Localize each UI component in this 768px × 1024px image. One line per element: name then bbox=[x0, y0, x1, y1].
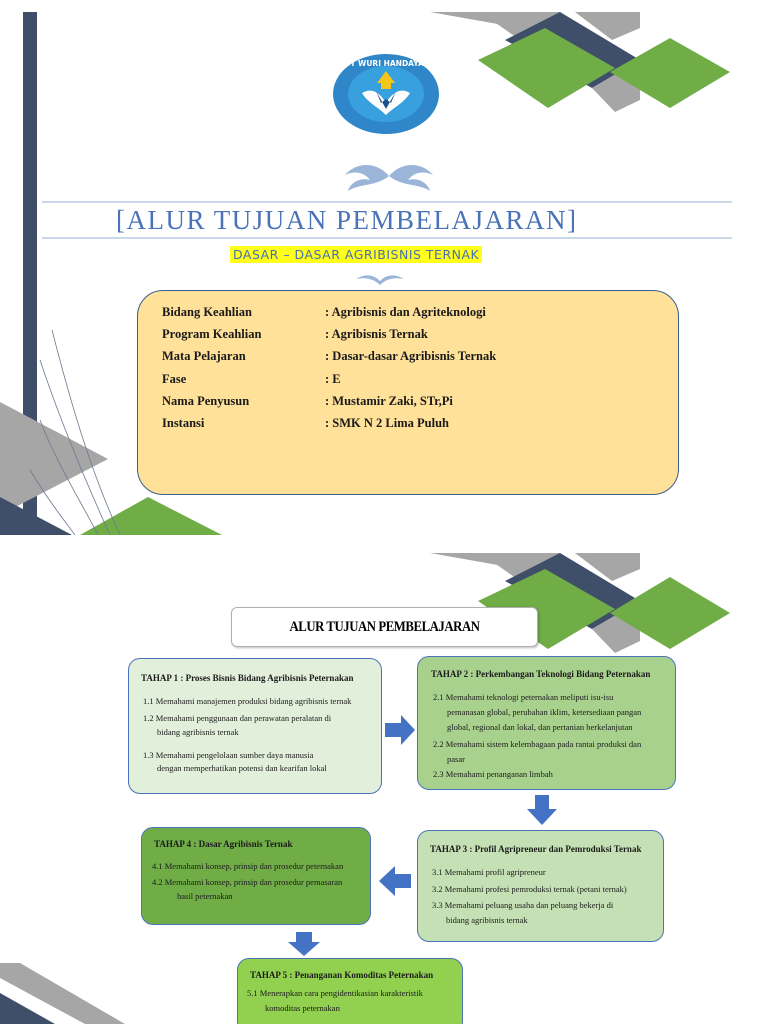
stage-5-box bbox=[237, 958, 463, 1024]
stage-5-item-1-cont: komoditas peternakan bbox=[265, 1003, 340, 1013]
stage-2-title: TAHAP 2 : Perkembangan Teknologi Bidang Peternakan bbox=[431, 669, 651, 679]
info-value: : E bbox=[325, 372, 341, 386]
ornament-flourish bbox=[330, 155, 448, 197]
stage-4-item-2: 4.2 Memahami konsep, prinsip dan prosedur pemasaran bbox=[152, 877, 343, 887]
info-label: Nama Penyusun bbox=[162, 394, 250, 408]
logo-lettering: TUT WURI HANDAYANI bbox=[339, 59, 433, 68]
identity-info-box bbox=[137, 290, 679, 495]
info-label: Mata Pelajaran bbox=[162, 349, 246, 363]
info-label: Bidang Keahlian bbox=[162, 305, 252, 319]
info-value: : Agribisnis dan Agriteknologi bbox=[325, 305, 486, 319]
stage-3-item-3-cont: bidang agribisnis ternak bbox=[446, 915, 528, 925]
stage-3-box bbox=[417, 830, 664, 942]
stage-1-item-1: 1.1 Memahami manajemen produksi bidang agribisnis ternak bbox=[143, 696, 352, 706]
stage-2-item-1: 2.1 Memahami teknologi peternakan meliputi isu-isu bbox=[433, 692, 614, 702]
stage-1-item-2: 1.2 Memahami penggunaan dan perawatan peralatan di bbox=[143, 713, 332, 723]
arrow-right-icon bbox=[383, 713, 417, 747]
stage-1-item-3: 1.3 Memahami pengelolaan sumber daya manusia bbox=[143, 750, 314, 760]
info-value: : Dasar-dasar Agribisnis Ternak bbox=[325, 349, 497, 363]
stage-1-item-2-cont: bidang agribisnis ternak bbox=[157, 727, 239, 737]
subtitle-flourish bbox=[354, 271, 406, 287]
page-gap bbox=[0, 535, 768, 553]
cover-subtitle: DASAR – DASAR AGRIBISNIS TERNAK bbox=[230, 246, 482, 263]
stage-2-item-1-cont2: global, regional dan lokal, dan pertanian berkelanjutan bbox=[447, 722, 633, 732]
stage-2-item-3: 2.3 Memahami penanganan limbah bbox=[433, 769, 553, 779]
stage-2-item-2-cont: pasar bbox=[447, 754, 465, 764]
tut-wuri-handayani-logo bbox=[332, 53, 440, 135]
stage-3-item-3: 3.3 Memahami peluang usaha dan peluang bekerja di bbox=[432, 900, 614, 910]
info-label: Instansi bbox=[162, 416, 205, 430]
stage-3-title: TAHAP 3 : Profil Agripreneur dan Pemroduksi Ternak bbox=[430, 844, 642, 854]
info-label: Program Keahlian bbox=[162, 327, 262, 341]
stage-1-item-3-cont: dengan memperhatikan potensi dan kearifan lokal bbox=[157, 763, 327, 773]
stage-5-item-1: 5.1 Menerapkan cara pengidentikasian karakteristik bbox=[247, 988, 423, 998]
arrow-down-icon bbox=[286, 931, 322, 957]
stage-3-item-2: 3.2 Memahami profesi pemroduksi ternak (petani ternak) bbox=[432, 884, 627, 894]
stage-3-item-1: 3.1 Memahami profil agripreneur bbox=[432, 867, 546, 877]
stage-4-title: TAHAP 4 : Dasar Agribisnis Ternak bbox=[154, 839, 293, 849]
stage-4-item-1: 4.1 Memahami konsep, prinsip dan prosedur peternakan bbox=[152, 861, 344, 871]
stage-1-title: TAHAP 1 : Proses Bisnis Bidang Agribisnis Peternakan bbox=[141, 673, 354, 683]
stage-5-title: TAHAP 5 : Penanganan Komoditas Peternakan bbox=[250, 970, 434, 980]
flow-title: ALUR TUJUAN PEMBELAJARAN bbox=[289, 619, 480, 635]
arrow-down-icon bbox=[525, 793, 559, 827]
info-value: : Agribisnis Ternak bbox=[325, 327, 428, 341]
info-label: Fase bbox=[162, 372, 187, 386]
title-rule-bottom bbox=[42, 237, 732, 239]
stage-2-box bbox=[417, 656, 676, 790]
stage-4-box bbox=[141, 827, 371, 925]
stage-4-item-2-cont: hasil peternakan bbox=[177, 891, 233, 901]
info-value: : Mustamir Zaki, STr,Pi bbox=[325, 394, 453, 408]
stage-1-box bbox=[128, 658, 382, 794]
flow-title-box bbox=[231, 607, 538, 647]
stage-2-item-1-cont: pemanasan global, perubahan iklim, ketersediaan pangan bbox=[447, 707, 642, 717]
cover-title: [ALUR TUJUAN PEMBELAJARAN] bbox=[116, 205, 578, 235]
title-rule-top bbox=[42, 201, 732, 203]
flow-page bbox=[0, 553, 768, 1024]
info-value: : SMK N 2 Lima Puluh bbox=[325, 416, 449, 430]
arrow-left-icon bbox=[377, 864, 413, 898]
stage-2-item-2: 2.2 Memahami sistem kelembagaan pada rantai produksi dan bbox=[433, 739, 642, 749]
